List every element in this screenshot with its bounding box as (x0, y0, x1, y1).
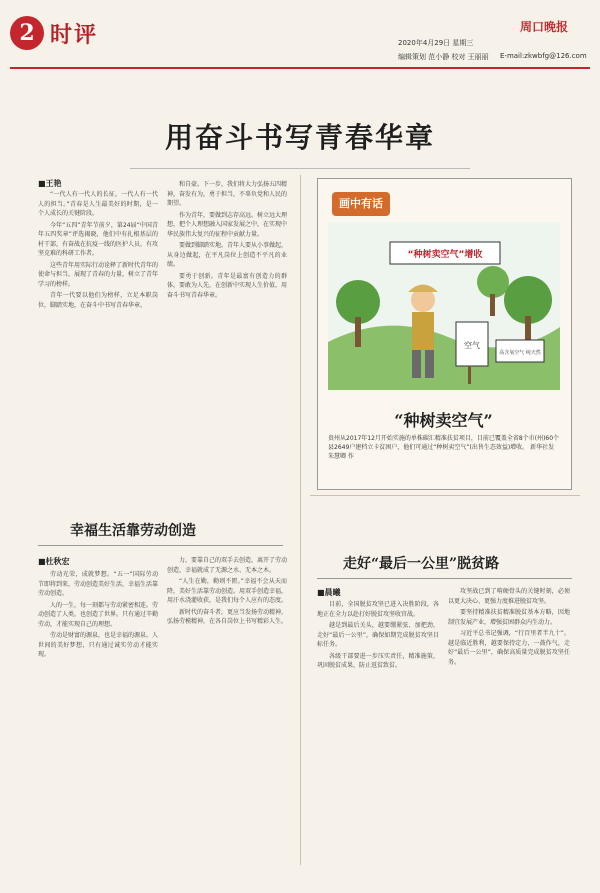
issue-date: 2020年4月29日 星期三 (398, 39, 474, 47)
main-article-author: ■王艳 (38, 179, 62, 188)
main-article-column-1 (38, 190, 158, 520)
section-divider (310, 495, 580, 496)
contact-email: E-mail:zkwbfg@126.com (500, 52, 587, 60)
paragraph: 要做到脚踏实地。青年人要从小事做起，从身边做起，在平凡岗位上创造不平凡的业绩。 (167, 242, 287, 268)
section-title: 时评 (50, 22, 99, 48)
paragraph: 青年一代要以他们为榜样，立足本职岗位，脚踏实地，在奋斗中书写青春华章。 (38, 292, 158, 309)
cartoon-banner-text: “种树卖空气”增收 (407, 250, 483, 260)
paragraph: 要坚持精准扶贫精准脱贫基本方略，因地制宜发展产业，增强贫困群众内生动力。 (448, 609, 570, 626)
cartoon-tag: 画中有话 (332, 192, 390, 216)
main-article-column-2 (167, 180, 287, 520)
paragraph: 越是到最后关头，越要绷紧弦、加把劲，走好“最后一公里”，确保如期完成脱贫攻坚目标任务。 (317, 622, 439, 648)
editors-credit: 编辑策划 范小静 校对 王丽丽 (398, 53, 489, 61)
paragraph: 作为青年，要做到志存高远。树立远大理想，把个人理想融入国家发展之中，在实现中华民族伟大复兴的征程中贡献力量。 (167, 211, 287, 238)
masthead-logo: 周口晚报 (520, 20, 569, 34)
paragraph: 目前，全国脱贫攻坚已进入决胜阶段，各地正在全力以赴打好脱贫攻坚收官战。 (317, 601, 439, 618)
article3-headline: 走好“最后一公里”脱贫路 (343, 556, 500, 572)
article3-author: ■晨曦 (317, 588, 341, 597)
article2-column-2 (167, 556, 287, 860)
article3-column-1 (317, 600, 439, 860)
paragraph: 新时代的奋斗者，更应当发扬劳动精神，弘扬劳模精神，在各自岗位上书写精彩人生。 (167, 608, 287, 625)
paragraph: 今年“五四”青年节前夕，第24届“中国青年五四奖章”评选揭晓，他们中有扎根基层的村干部，有奋战在抗疫一线的医护人员，有攻坚克难的科研工作者。 (38, 221, 158, 257)
article2-author: ■杜秋宏 (38, 557, 70, 566)
board-text: 高含氧空气 纯天然 (499, 350, 541, 356)
paragraph: 人的一生，每一刻都与劳动紧密相连。劳动创造了人类，也创造了世界。只有通过辛勤劳动，才能实现自己的理想。 (38, 601, 158, 628)
article2-underline (38, 545, 283, 546)
cartoon-illustration (328, 222, 560, 390)
sign-text: 空气 (464, 341, 480, 350)
cartoon-description: 贵州从2017年12月开始实施的单株碳汇精准扶贫项目，目前已覆盖全省8个市(州)60个县2649户建档立卡贫困户，他们可通过“种树卖空气”(出售生态效益)增收。 新华社发 朱慧卿 作 (328, 435, 560, 460)
main-headline: 用奋斗书写青春华章 (164, 121, 435, 154)
paragraph: 和自豪。下一步，我们将大力弘扬五四精神，奋发有为，勇于担当，不辜负党和人民的期望。 (167, 181, 287, 207)
article3-underline (317, 578, 572, 579)
paragraph: 劳动光荣，成就梦想。“五一”国际劳动节即将到来，劳动创造美好生活，幸福生活靠劳动创造。 (38, 571, 158, 597)
paragraph: 各级干部要进一步压实责任，精准施策，巩固脱贫成果，防止返贫致贫。 (317, 652, 439, 669)
headline-underline (130, 168, 470, 169)
header-divider (10, 67, 590, 69)
article2-headline: 幸福生活靠劳动创造 (70, 523, 196, 539)
cartoon-title: “种树卖空气” (394, 411, 493, 430)
paragraph: “一代人有一代人的长征，一代人有一代人的担当。”青春是人生最美好的时期，是一个人成长的关键阶段。 (38, 191, 158, 217)
paragraph: 攻坚战已到了啃硬骨头的关键时刻，必须以更大决心、更强力度推进脱贫攻坚。 (448, 588, 570, 605)
paragraph: 这些青年用实际行动诠释了新时代青年的使命与担当，展现了青春的力量，树立了青年学习的榜样。 (38, 261, 158, 288)
article2-column-1 (38, 570, 158, 860)
paragraph: 习近平总书记强调，“行百里者半九十”。越是临近胜利，越要保持定力，一鼓作气，走好“最后一公里”，确保高质量完成脱贫攻坚任务。 (448, 630, 570, 666)
paragraph: 力，要靠自己的双手去创造，离开了劳动创造，幸福就成了无源之水、无本之木。 (167, 557, 287, 574)
article3-column-2 (448, 587, 570, 860)
paragraph: 要勇于创新。青年是最富有创造力的群体，要敢为人先，在创新中实现人生价值，用奋斗书写青春华章。 (167, 272, 287, 299)
column-divider (300, 175, 301, 865)
paragraph: 劳动是财富的源泉，也是幸福的源泉。人世间的美好梦想，只有通过诚实劳动才能实现。 (38, 632, 158, 658)
paragraph: “人生在勤，勤则不匮。”幸福不会从天而降，美好生活靠劳动创造。用双手创造幸福，用汗水浇灌收获，是我们每个人应有的态度。 (167, 578, 287, 604)
page-number-badge: 2 (10, 16, 44, 50)
